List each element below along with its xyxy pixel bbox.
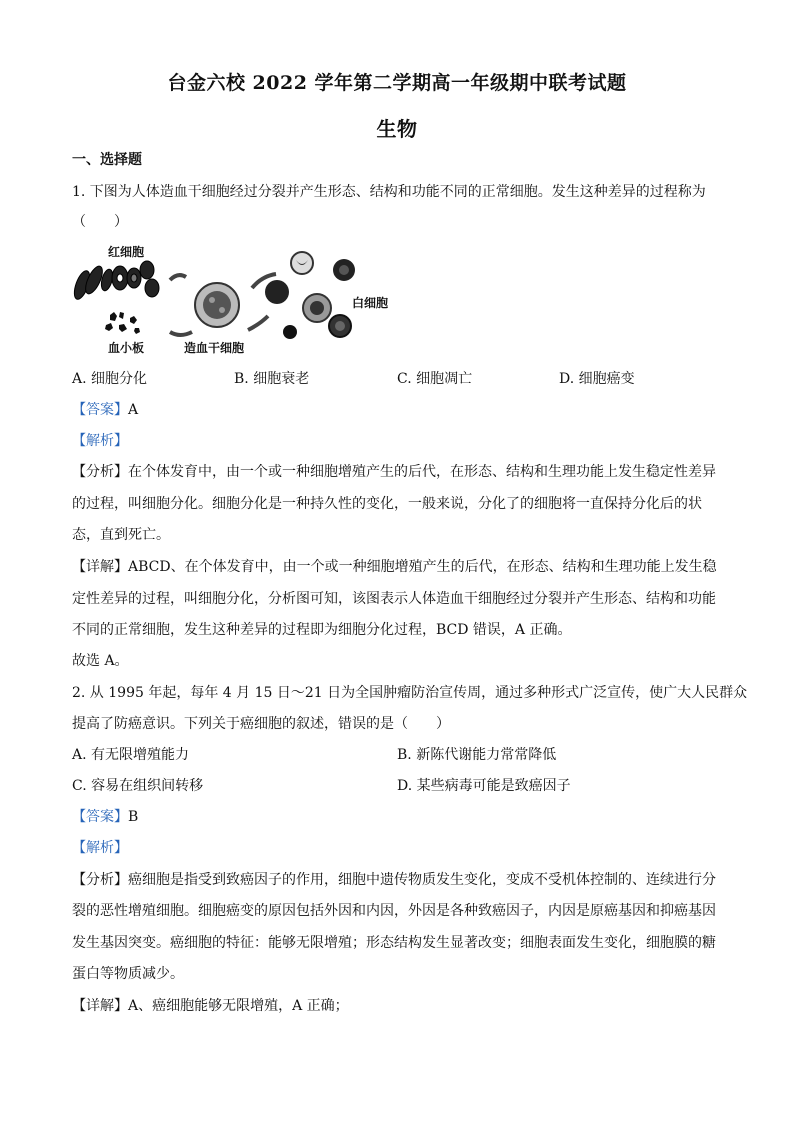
label-white-cell: 白细胞 [352,296,389,310]
q1-stem-line1: 1. 下图为人体造血干细胞经过分裂并产生形态、结构和功能不同的正常细胞。发生这种差异的过程称为 [72,184,706,200]
subject-title: 生物 [376,117,418,141]
q1-answer-value: A [128,402,139,418]
section-heading: 一、选择题 [72,152,142,168]
q1-xiangjie-text1: ABCD、在个体发育中，由一个或一种细胞增殖产生的后代，在形态、结构和生理功能上发生稳 [128,559,717,575]
q2-option-c: C. 容易在组织间转移 [72,778,204,794]
q1-conclusion: 故选 A。 [72,653,129,669]
q2-answer [72,807,138,827]
stem-cell-illustration [195,283,239,327]
exam-title: 台金六校 2022 学年第二学期高一年级期中联考试题 [167,72,627,94]
q2-xiangjie-line1 [72,996,349,1016]
q1-fenxi-line2: 的过程，叫细胞分化。细胞分化是一种持久性的变化，一般来说，分化了的细胞将一直保持分化后的状 [72,496,702,512]
q1-xiangjie-line3: 不同的正常细胞，发生这种差异的过程即为细胞分化过程，BCD 错误，A 正确。 [72,622,572,638]
q2-answer-value: B [128,809,139,825]
platelets-illustration [105,312,140,334]
q1-analysis-tag: 【解析】 [72,433,128,449]
label-stem-cell: 造血干细胞 [184,341,245,355]
red-blood-cells-illustration [72,261,159,301]
q2-option-a: A. 有无限增殖能力 [72,747,190,763]
q2-fenxi-line3: 发生基因突变。癌细胞的特征：能够无限增殖；形态结构发生显著改变；细胞表面发生变化，细胞膜的糖 [72,935,716,951]
q2-stem-line1: 2. 从 1995 年起，每年 4 月 15 日～21 日为全国肿瘤防治宣传周，通过多种形式广泛宣传，使广大人民群众 [72,685,748,701]
q2-fenxi-text1: 癌细胞是指受到致癌因子的作用，细胞中遗传物质发生变化，变成不受机体控制的、连续进行分 [128,872,716,888]
q2-stem-line2: 提高了防癌意识。下列关于癌细胞的叙述，错误的是（ ） [72,716,450,732]
fenxi-tag: 【分析】 [72,464,128,480]
q1-xiangjie-line1 [72,557,717,577]
xiangjie-tag: 【详解】 [72,998,128,1014]
answer-tag: 【答案】 [72,402,128,418]
q1-xiangjie-line2: 定性差异的过程，叫细胞分化，分析图可知，该图表示人体造血干细胞经过分裂并产生形态、结构和功能 [72,591,716,607]
q2-fenxi-line4: 蛋白等物质减少。 [72,966,184,982]
blood-cell-differentiation-figure [72,240,402,360]
q1-fenxi-text1: 在个体发育中，由一个或一种细胞增殖产生的后代，在形态、结构和生理功能上发生稳定性差异 [128,464,716,480]
q1-option-b: B. 细胞衰老 [234,371,310,387]
label-platelet: 血小板 [108,341,145,355]
q1-fenxi-line1 [72,462,716,482]
label-red-cell: 红细胞 [108,245,145,259]
white-blood-cells-illustration [265,252,355,339]
q1-fenxi-line3: 态，直到死亡。 [72,527,170,543]
q1-option-d: D. 细胞癌变 [559,371,635,387]
q2-option-d: D. 某些病毒可能是致癌因子 [397,778,571,794]
q1-answer [72,400,138,420]
answer-tag: 【答案】 [72,809,128,825]
q2-xiangjie-text1: A、癌细胞能够无限增殖，A 正确； [128,998,349,1014]
q2-fenxi-line2: 裂的恶性增殖细胞。细胞癌变的原因包括外因和内因，外因是各种致癌因子，内因是原癌基因和抑癌基因 [72,903,716,919]
q1-option-a: A. 细胞分化 [72,371,148,387]
q1-stem-line2: （ ） [72,214,128,230]
xiangjie-tag: 【详解】 [72,559,128,575]
q2-option-b: B. 新陈代谢能力常常降低 [397,747,557,763]
q2-fenxi-line1 [72,870,716,890]
fenxi-tag: 【分析】 [72,872,128,888]
q1-option-c: C. 细胞凋亡 [397,371,473,387]
q2-analysis-tag: 【解析】 [72,840,128,856]
